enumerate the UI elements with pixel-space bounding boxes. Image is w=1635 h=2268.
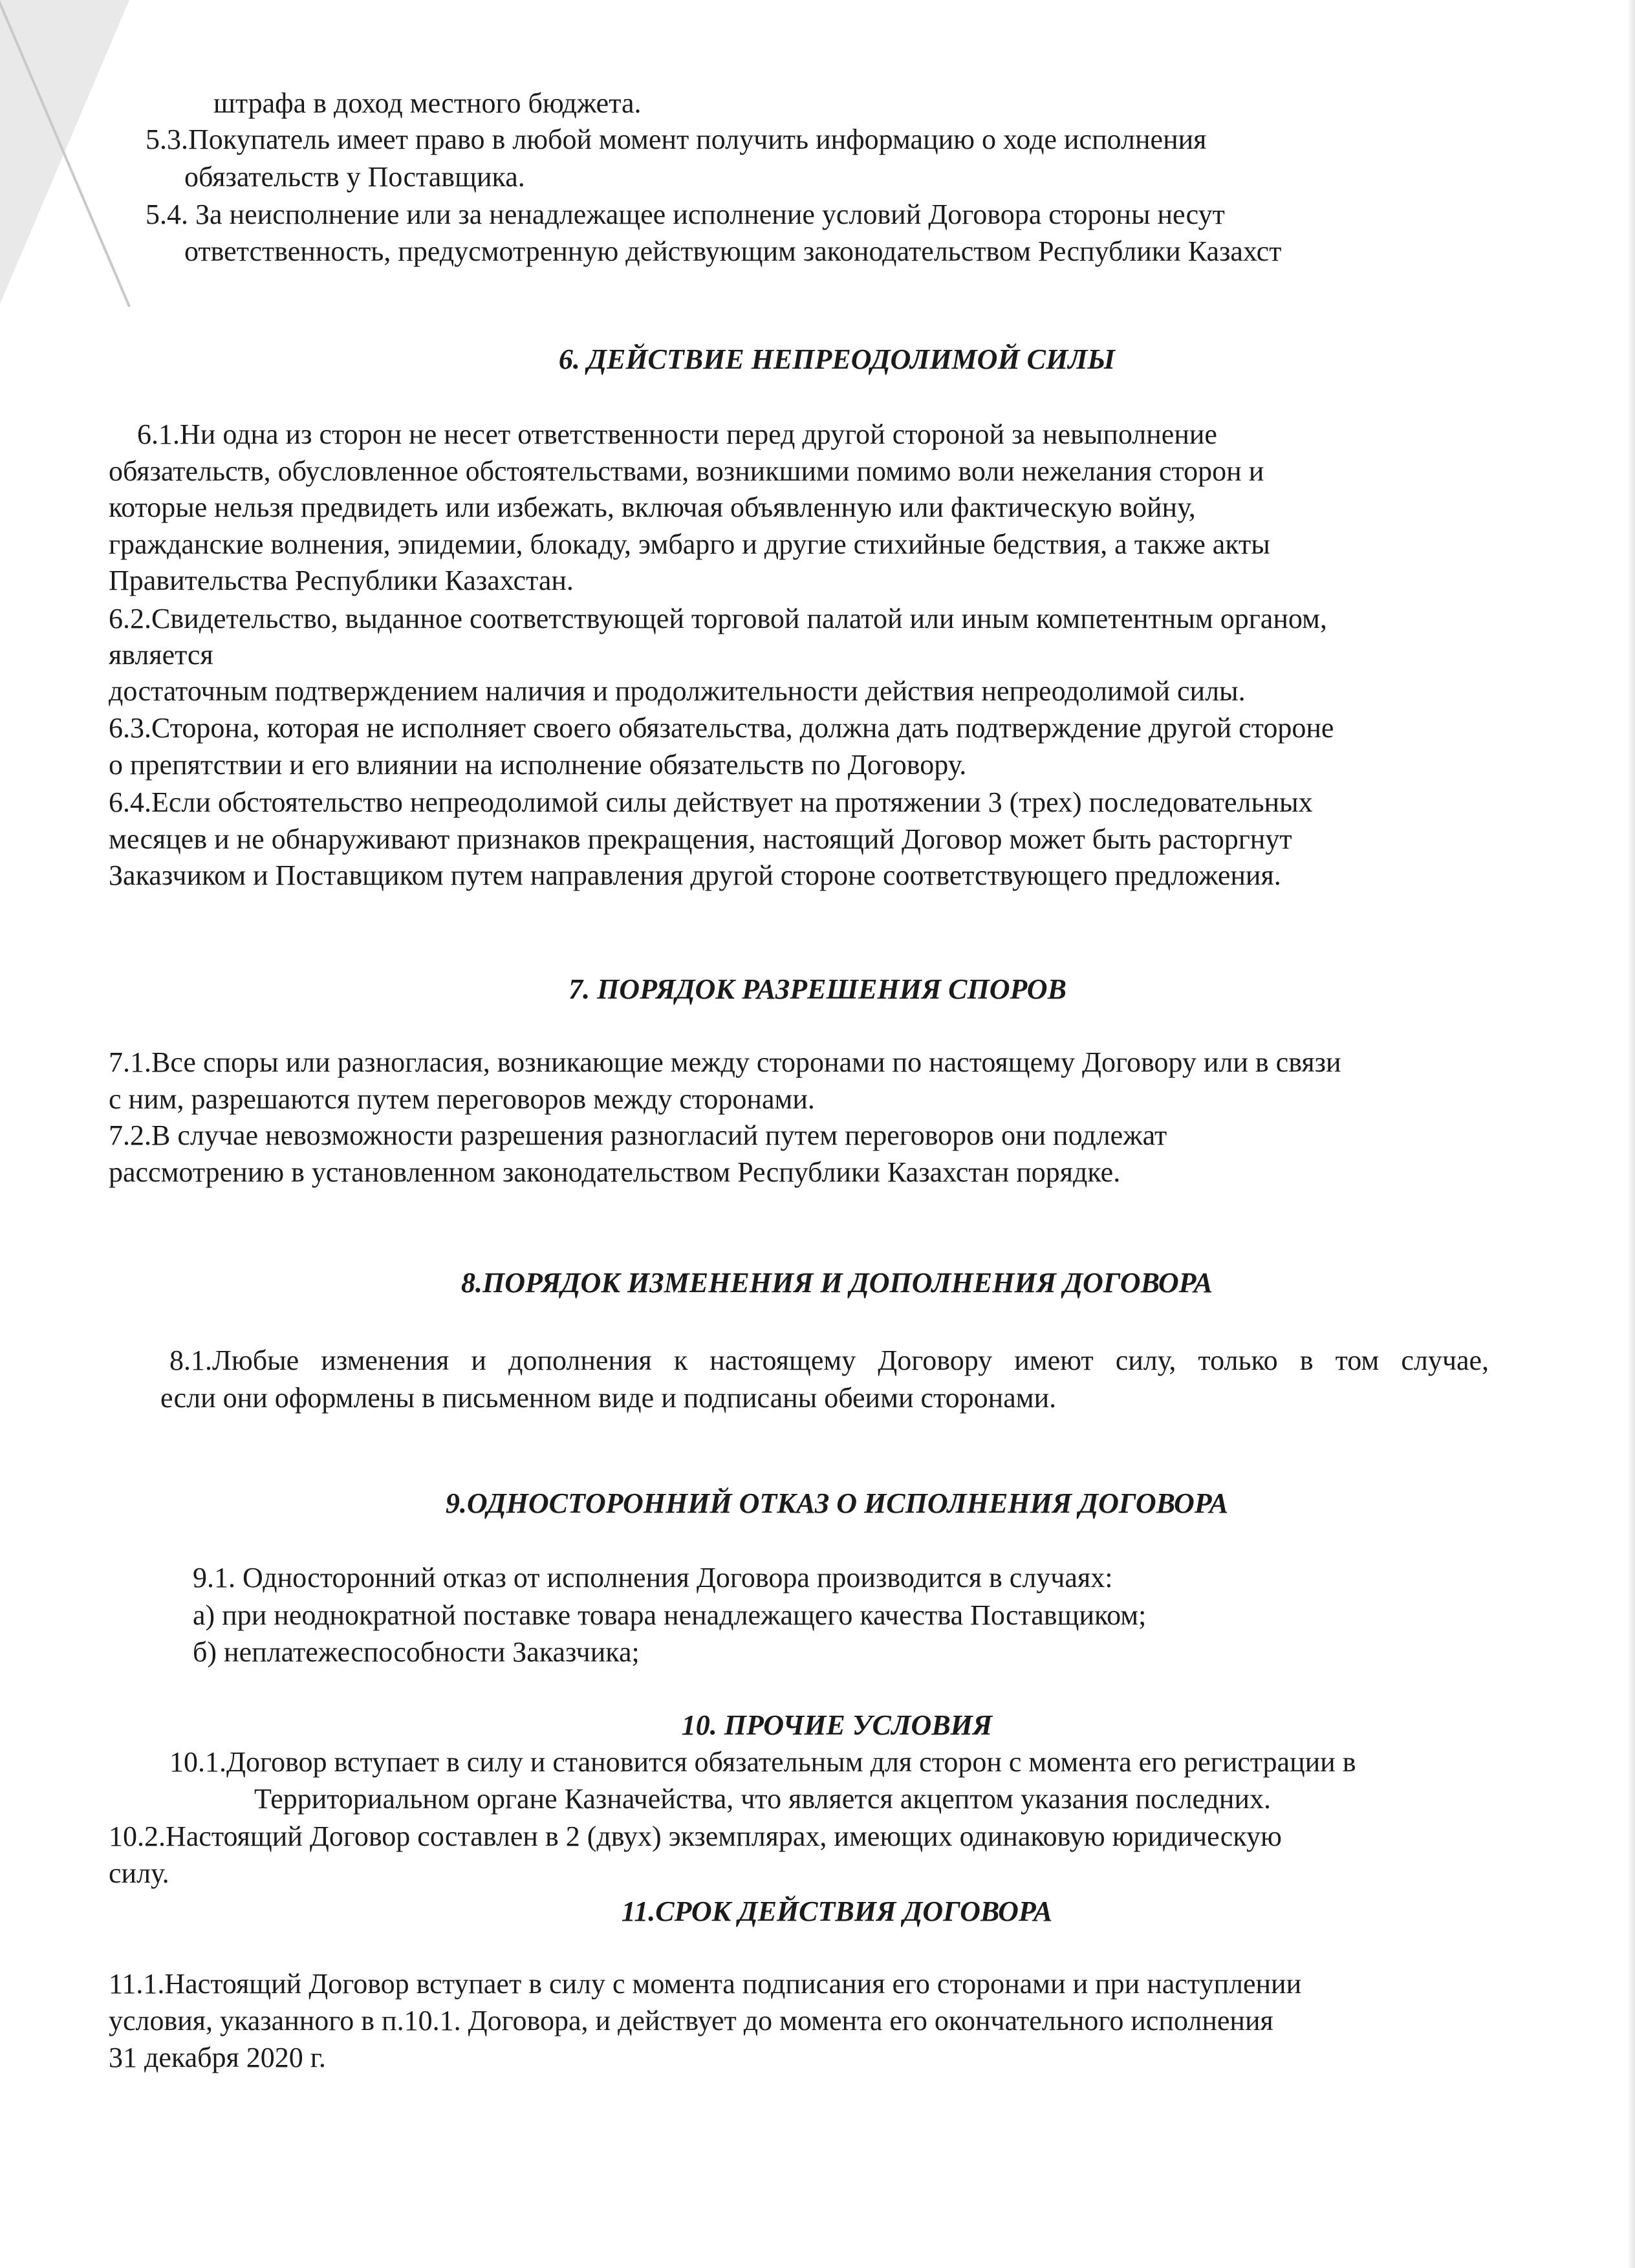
clause-9-1-a: а) при неоднократной поставке товара ненадлежащего качества Поставщиком; [193,1599,1147,1631]
text-line: обязательств у Поставщика. [184,161,525,193]
clause-11-1: 11.1.Настоящий Договор вступает в силу с момента подписания его сторонами и при наступлении [109,1968,1302,2000]
clause-6-3: 6.3.Сторона, которая не исполняет своего обязательства, должна дать подтверждение другой стороне [109,712,1334,744]
text-line: условия, указанного в п.10.1. Договора, и действует до момента его окончательного исполнения [109,2005,1273,2036]
clause-6-1: 6.1.Ни одна из сторон не несет ответственности перед другой стороной за невыполнение [137,418,1217,450]
section-9-heading: 9.ОДНОСТОРОННИЙ ОТКАЗ О ИСПОЛНЕНИЯ ДОГОВОРА [445,1487,1229,1519]
text-line: Заказчиком и Поставщиком путем направления другой стороне соответствующего предложения. [109,859,1281,891]
text-line: если они оформлены в письменном виде и подписаны обеими сторонами. [160,1382,1057,1414]
text-line: является [109,639,213,671]
text-line: штрафа в доход местного бюджета. [213,87,642,119]
clause-7-1: 7.1.Все споры или разногласия, возникающие между сторонами по настоящему Договору или в связи [109,1046,1341,1078]
clause-10-2: 10.2.Настоящий Договор составлен в 2 (двух) экземплярах, имеющих одинаковую юридическую [109,1820,1282,1852]
section-6-heading: 6. ДЕЙСТВИЕ НЕПРЕОДОЛИМОЙ СИЛЫ [558,343,1116,375]
clause-10-1: 10.1.Договор вступает в силу и становится обязательным для сторон с момента его регистрации в [169,1746,1356,1778]
clause-9-1: 9.1. Односторонний отказ от исполнения Договора производится в случаях: [193,1562,1113,1593]
clause-6-4: 6.4.Если обстоятельство непреодолимой силы действует на протяжении 3 (трех) последовательных [109,786,1313,818]
text-line: с ним, разрешаются путем переговоров между сторонами. [109,1083,815,1115]
clause-8-1: 8.1.Любые изменения и дополнения к настоящему Договору имеют силу, только в том случае, [169,1345,1489,1376]
section-10-heading: 10. ПРОЧИЕ УСЛОВИЯ [681,1709,993,1741]
text-line: которые нельзя предвидеть или избежать, включая объявленную или фактическую войну, [109,491,1196,523]
section-7-heading: 7. ПОРЯДОК РАЗРЕШЕНИЯ СПОРОВ [568,973,1067,1005]
text-line: о препятствии и его влиянии на исполнение обязательств по Договору. [109,749,967,781]
text-line: гражданские волнения, эпидемии, блокаду, эмбарго и другие стихийные бедствия, а также акты [109,528,1270,560]
section-8-heading: 8.ПОРЯДОК ИЗМЕНЕНИЯ И ДОПОЛНЕНИЯ ДОГОВОРА [461,1267,1213,1299]
clause-6-2: 6.2.Свидетельство, выданное соответствующей торговой палатой или иным компетентным органом, [109,603,1327,634]
text-line: 31 декабря 2020 г. [109,2042,326,2073]
text-line: Правительства Республики Казахстан. [109,565,574,596]
clause-5-4: 5.4. За неисполнение или за ненадлежащее исполнение условий Договора стороны несут [146,199,1225,230]
clause-5-3: 5.3.Покупатель имеет право в любой момент получить информацию о ходе исполнения [146,124,1207,155]
text-line: месяцев и не обнаруживают признаков прекращения, настоящий Договор может быть расторгнут [109,823,1292,855]
text-line: обязательств, обусловленное обстоятельствами, возникшими помимо воли нежелания сторон и [109,455,1264,487]
text-line: ответственность, предусмотренную действующим законодательством Республики Казахст [184,235,1282,267]
section-11-heading: 11.СРОК ДЕЙСТВИЯ ДОГОВОРА [621,1895,1053,1927]
text-line: рассмотрению в установленном законодательством Республики Казахстан порядке. [109,1156,1121,1188]
text-line: Территориальном органе Казначейства, что является акцептом указания последних. [254,1783,1271,1815]
text-line: силу. [109,1857,169,1889]
clause-7-2: 7.2.В случае невозможности разрешения разногласий путем переговоров они подлежат [109,1119,1167,1151]
clause-9-1-b: б) неплатежеспособности Заказчика; [193,1636,640,1668]
text-line: достаточным подтверждением наличия и продолжительности действия непреодолимой силы. [109,675,1246,707]
